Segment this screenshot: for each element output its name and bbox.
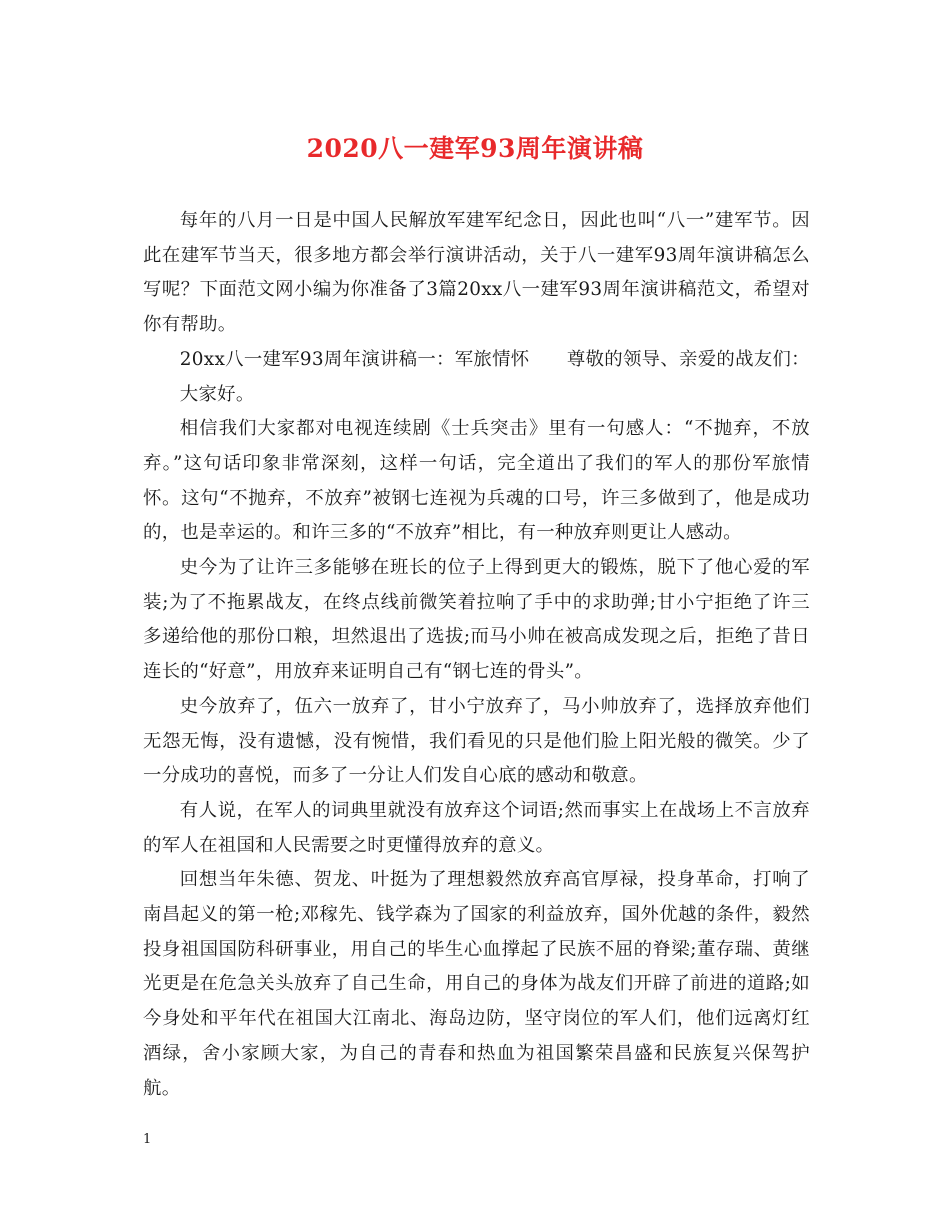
paragraph-greeting: 大家好。 — [179, 383, 255, 405]
paragraph-body-1: 相信我们大家都对电视连续剧《士兵突击》里有一句感人：“不抛弃，不放弃。”这句话印象非常深刻，这样一句话，完全道出了我们的军人的那份军旅情怀。这句“不抛弃，不放弃”被钢七连视为兵魂的口号，许三多做到了，他是成功的，也是幸运的。和许三多的“不放弃”相比，有一种放弃则更让人感动。 — [143, 418, 810, 544]
document-title: 2020八一建军93周年演讲稿 — [306, 134, 644, 163]
paragraph-body-2: 史今为了让许三多能够在班长的位子上得到更大的锻炼，脱下了他心爱的军装;为了不拖累战友，在终点线前微笑着拉响了手中的求助弹;甘小宁拒绝了许三多递给他的那份口粮，坦然退出了选拔;而马小帅在被高成发现之后，拒绝了昔日连长的“好意”，用放弃来证明自己有“钢七连的骨头”。 — [143, 557, 810, 683]
paragraph-body-3: 史今放弃了，伍六一放弃了，甘小宁放弃了，马小帅放弃了，选择放弃他们无怨无悔，没有遗憾，没有惋惜，我们看见的只是他们脸上阳光般的微笑。少了一分成功的喜悦，而多了一分让人们发自心底的感动和敬意。 — [143, 695, 810, 787]
document-body — [143, 204, 810, 1106]
paragraph-body-4: 有人说，在军人的词典里就没有放弃这个词语;然而事实上在战场上不言放弃的军人在祖国和人民需要之时更懂得放弃的意义。 — [143, 799, 810, 856]
paragraph-intro: 每年的八月一日是中国人民解放军建军纪念日，因此也叫“八一”建军节。因此在建军节当天，很多地方都会举行演讲活动，关于八一建军93周年演讲稿怎么写呢？下面范文网小编为你准备了3篇20xx八一建军93周年演讲稿范文，希望对你有帮助。 — [143, 210, 810, 336]
paragraph-speech-heading: 20xx八一建军93周年演讲稿一：军旅情怀 尊敬的领导、亲爱的战友们： — [179, 348, 810, 370]
paragraph-body-5: 回想当年朱德、贺龙、叶挺为了理想毅然放弃高官厚禄，投身革命，打响了南昌起义的第一枪;邓稼先、钱学森为了国家的利益放弃，国外优越的条件，毅然投身祖国国防科研事业，用自己的毕生心血撑起了民族不屈的脊梁;董存瑞、黄继光更是在危急关头放弃了自己生命，用自己的身体为战友们开辟了前进的道路;如今身处和平年代在祖国大江南北、海岛边防，坚守岗位的军人们，他们远离灯红酒绿，舍小家顾大家，为自己的青春和热血为祖国繁荣昌盛和民族复兴保驾护航。 — [143, 869, 810, 1099]
page-number: 1 — [143, 1132, 152, 1147]
